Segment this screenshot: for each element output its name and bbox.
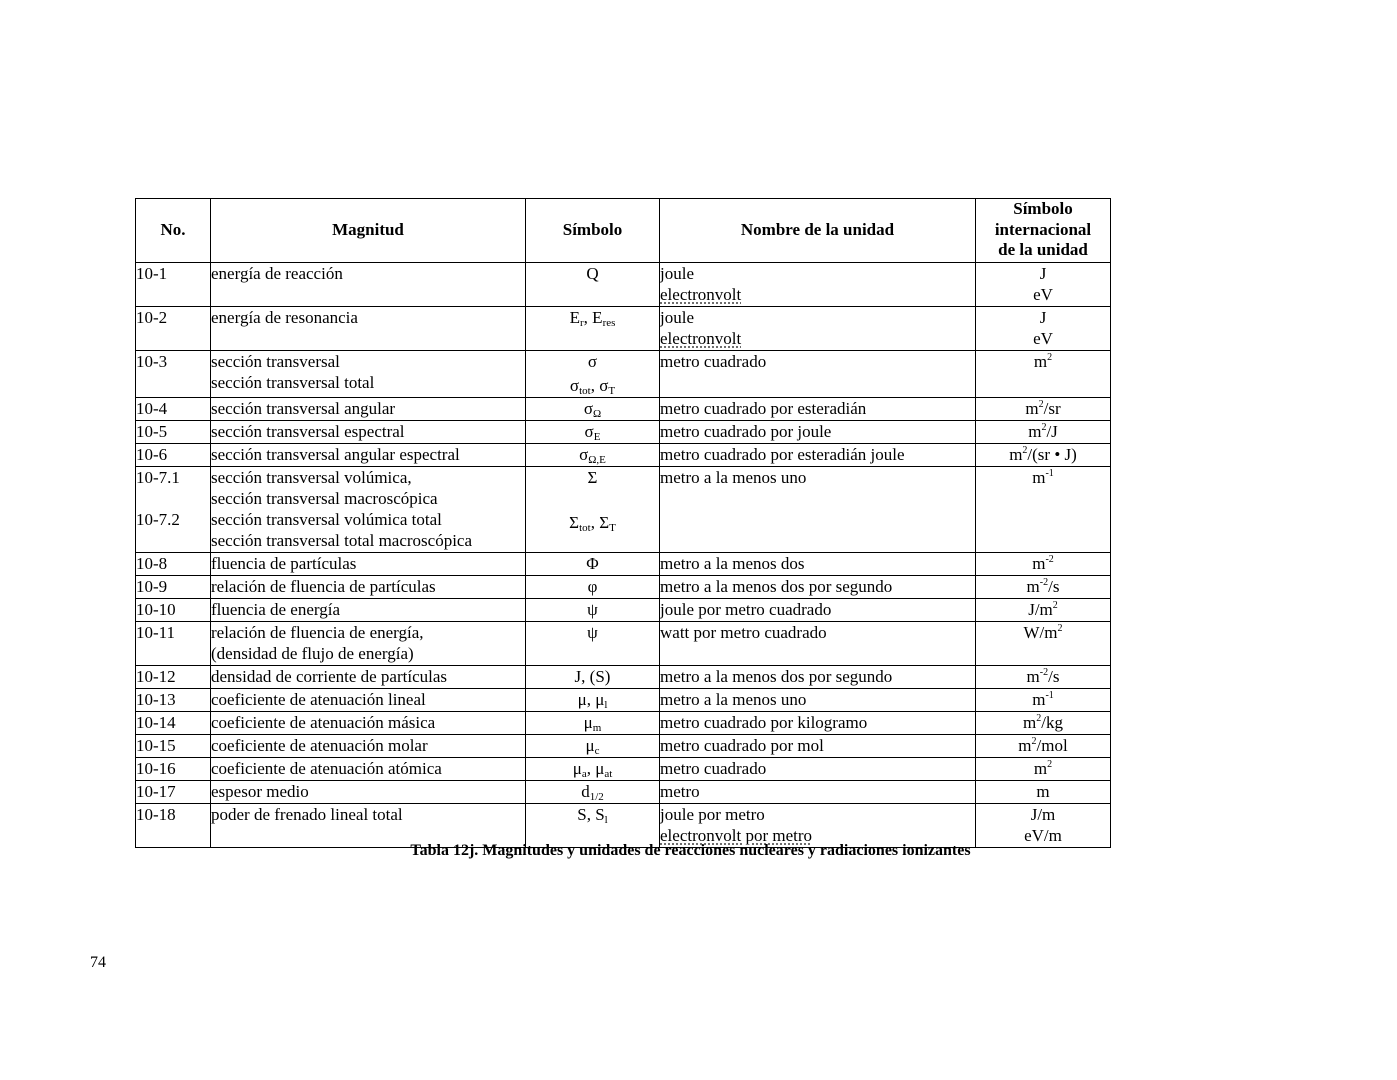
unit-name: metro a la menos uno <box>660 689 976 712</box>
row-number: 10-11 <box>136 622 211 666</box>
symbol: $\mu_a$, $\mu_{at}$ <box>526 758 660 781</box>
row-number: 10-5 <box>136 421 211 444</box>
table-row <box>136 263 1111 307</box>
unit-name: metro cuadrado <box>660 351 976 398</box>
table-row <box>136 467 1111 553</box>
table-row <box>136 421 1111 444</box>
symbol: $\sigma_{\Omega,E}$ <box>526 444 660 467</box>
magnitude: sección transversal angular espectral <box>211 444 526 467</box>
row-number: 10-8 <box>136 553 211 576</box>
magnitude: sección transversal angular <box>211 398 526 421</box>
magnitude: fluencia de energía <box>211 599 526 622</box>
header-nombre-unidad: Nombre de la unidad <box>660 199 976 263</box>
unit-symbol: J eV <box>976 307 1111 351</box>
header-no: No. <box>136 199 211 263</box>
symbol: $\sigma_\Omega$ <box>526 398 660 421</box>
unit-name: metro cuadrado <box>660 758 976 781</box>
row-number: 10-9 <box>136 576 211 599</box>
symbol: φ <box>526 576 660 599</box>
row-number: 10-7.1 10-7.2 <box>136 467 211 553</box>
table-row <box>136 553 1111 576</box>
unit-symbol: $m^{-2}/s$ <box>976 576 1111 599</box>
unit-name: metro cuadrado por esteradián joule <box>660 444 976 467</box>
unit-symbol: m <box>976 781 1111 804</box>
unit-name: metro cuadrado por joule <box>660 421 976 444</box>
magnitude: coeficiente de atenuación lineal <box>211 689 526 712</box>
magnitude: relación de fluencia de energía, (densidad de flujo de energía) <box>211 622 526 666</box>
table-row <box>136 622 1111 666</box>
unit-name: metro a la menos dos por segundo <box>660 576 976 599</box>
row-number: 10-10 <box>136 599 211 622</box>
row-number: 10-2 <box>136 307 211 351</box>
unit-name: metro cuadrado por mol <box>660 735 976 758</box>
magnitude: coeficiente de atenuación másica <box>211 712 526 735</box>
symbol: ψ <box>526 622 660 666</box>
unit-symbol: $m^{-2}$ <box>976 553 1111 576</box>
magnitude: fluencia de partículas <box>211 553 526 576</box>
row-number: 10-15 <box>136 735 211 758</box>
magnitude: coeficiente de atenuación atómica <box>211 758 526 781</box>
unit-symbol: $m^2$/mol <box>976 735 1111 758</box>
unit-symbol: J eV <box>976 263 1111 307</box>
table-row <box>136 804 1111 848</box>
row-number: 10-6 <box>136 444 211 467</box>
symbol: σ $\sigma_{tot}$, $\sigma_T$ <box>526 351 660 398</box>
unit-symbol: $m^{-2}/s$ <box>976 666 1111 689</box>
unit-symbol: $m^2$ <box>976 758 1111 781</box>
unit-name: metro a la menos uno <box>660 467 976 553</box>
row-number: 10-18 <box>136 804 211 848</box>
unit-symbol: $m^{-1}$ <box>976 467 1111 553</box>
symbol: $E_r$, $E_{res}$ <box>526 307 660 351</box>
table-row <box>136 599 1111 622</box>
magnitude: energía de reacción <box>211 263 526 307</box>
row-number: 10-17 <box>136 781 211 804</box>
symbol: Q <box>526 263 660 307</box>
table-caption: Tabla 12j. Magnitudes y unidades de reacciones nucleares y radiaciones ionizantes <box>410 842 971 859</box>
unit-symbol: $m^2$ <box>976 351 1111 398</box>
magnitude: espesor medio <box>211 781 526 804</box>
unit-name: metro cuadrado por esteradián <box>660 398 976 421</box>
symbol: $\mu_m$ <box>526 712 660 735</box>
magnitude: coeficiente de atenuación molar <box>211 735 526 758</box>
unit-name: watt por metro cuadrado <box>660 622 976 666</box>
unit-symbol: J/m eV/m <box>976 804 1111 848</box>
unit-symbol: $J/m^2$ <box>976 599 1111 622</box>
symbol: $d_{1/2}$ <box>526 781 660 804</box>
symbol: Φ <box>526 553 660 576</box>
symbol: $\sigma_E$ <box>526 421 660 444</box>
table-row <box>136 398 1111 421</box>
header-magnitud: Magnitud <box>211 199 526 263</box>
symbol: J, (S) <box>526 666 660 689</box>
unit-name: metro a la menos dos por segundo <box>660 666 976 689</box>
unit-name: joule electronvolt <box>660 307 976 351</box>
table-row <box>136 666 1111 689</box>
unit-name: metro a la menos dos <box>660 553 976 576</box>
page-number: 74 <box>90 954 106 971</box>
row-number: 10-4 <box>136 398 211 421</box>
magnitude: sección transversal volúmica, sección transversal macroscópica sección transversal volúmica total sección transversal total macroscópica <box>211 467 526 553</box>
table-row <box>136 444 1111 467</box>
unit-symbol: $m^2/J$ <box>976 421 1111 444</box>
header-row <box>136 199 1111 263</box>
unit-symbol: $m^2/sr$ <box>976 398 1111 421</box>
magnitude: energía de resonancia <box>211 307 526 351</box>
unit-symbol: $m^2/kg$ <box>976 712 1111 735</box>
symbol: S, $S_l$ <box>526 804 660 848</box>
magnitude: poder de frenado lineal total <box>211 804 526 848</box>
table-row <box>136 712 1111 735</box>
table-row <box>136 758 1111 781</box>
unit-name: metro cuadrado por kilogramo <box>660 712 976 735</box>
magnitude: sección transversal sección transversal total <box>211 351 526 398</box>
table-row <box>136 689 1111 712</box>
table-row <box>136 576 1111 599</box>
row-number: 10-3 <box>136 351 211 398</box>
row-number: 10-14 <box>136 712 211 735</box>
unit-symbol: $W/m^2$ <box>976 622 1111 666</box>
table-row <box>136 735 1111 758</box>
magnitude: densidad de corriente de partículas <box>211 666 526 689</box>
row-number: 10-1 <box>136 263 211 307</box>
unit-name: joule por metro cuadrado <box>660 599 976 622</box>
symbol: $\mu_c$ <box>526 735 660 758</box>
unit-name: metro <box>660 781 976 804</box>
header-simbolo: Símbolo <box>526 199 660 263</box>
row-number: 10-13 <box>136 689 211 712</box>
symbol: Σ $\Sigma_{tot}$, $\Sigma_T$ <box>526 467 660 553</box>
row-number: 10-12 <box>136 666 211 689</box>
row-number: 10-16 <box>136 758 211 781</box>
magnitude: relación de fluencia de partículas <box>211 576 526 599</box>
unit-symbol: $m^2/(sr$ • J) <box>976 444 1111 467</box>
unit-symbol: $m^{-1}$ <box>976 689 1111 712</box>
units-table <box>135 198 1111 848</box>
magnitude: sección transversal espectral <box>211 421 526 444</box>
symbol: μ, $\mu_l$ <box>526 689 660 712</box>
unit-name: joule por metro electronvolt por metro <box>660 804 976 848</box>
table-row <box>136 307 1111 351</box>
symbol: ψ <box>526 599 660 622</box>
header-simbolo-internacional: Símbolo internacional de la unidad <box>976 199 1111 263</box>
table-row <box>136 351 1111 398</box>
table-row <box>136 781 1111 804</box>
unit-name: joule electronvolt <box>660 263 976 307</box>
